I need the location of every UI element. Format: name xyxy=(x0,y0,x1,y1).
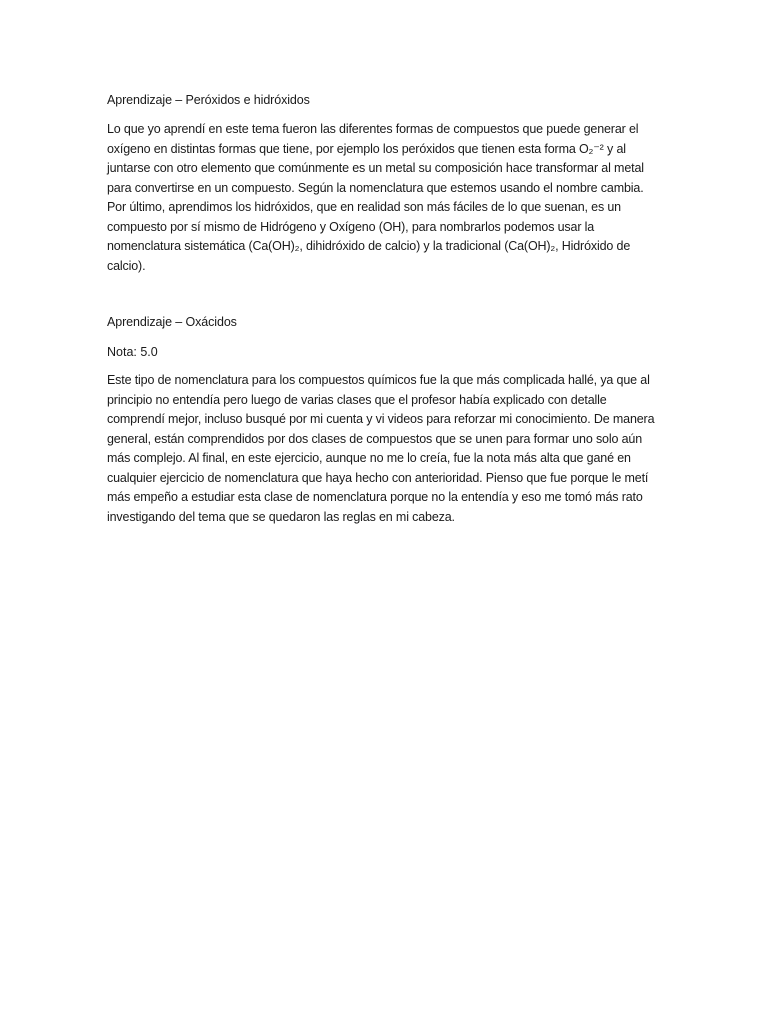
section-peroxidos xyxy=(107,90,663,276)
section-paragraph: Lo que yo aprendí en este tema fueron las diferentes formas de compuestos que puede generar el oxígeno en distintas formas que tiene, por ejemplo los peróxidos que tienen esta forma O₂⁻² y al juntarse con otro elemento que comúnmente es un metal su composición hace transformar al metal para convertirse en un compuesto. Según la nomenclatura que estemos usando el nombre cambia. Por último, aprendimos los hidróxidos, que en realidad son más fáciles de lo que suenan, es un compuesto por sí mismo de Hidrógeno y Oxígeno (OH), para nombrarlos podemos usar la nomenclatura sistemática (Ca(OH)₂, dihidróxido de calcio) y la tradicional (Ca(OH)₂, Hidróxido de calcio). xyxy=(107,122,644,273)
document-content xyxy=(107,90,663,527)
section-spacer xyxy=(107,276,663,312)
section-paragraph: Este tipo de nomenclatura para los compuestos químicos fue la que más complicada hallé, ya que al principio no entendía pero luego de varias clases que el profesor había explicado con detalle comprendí mejor, incluso busqué por mi cuenta y vi videos para reforzar mi conocimiento. De manera general, están comprendidos por dos clases de compuestos que se unen para formar uno solo aún más complejo. Al final, en este ejercicio, aunque no me lo creía, fue la nota más alta que gané en cualquier ejercicio de nomenclatura que haya hecho con anterioridad. Pienso que fue porque le metí más empeño a estudiar esta clase de nomenclatura porque no la entendía y eso me tomó más rato investigando del tema que se quedaron las reglas en mi cabeza. xyxy=(107,373,655,524)
section-heading: Aprendizaje – Oxácidos xyxy=(107,315,237,329)
section-oxacidos xyxy=(107,312,663,527)
section-heading: Aprendizaje – Peróxidos e hidróxidos xyxy=(107,93,310,107)
grade-label: Nota: 5.0 xyxy=(107,345,158,359)
